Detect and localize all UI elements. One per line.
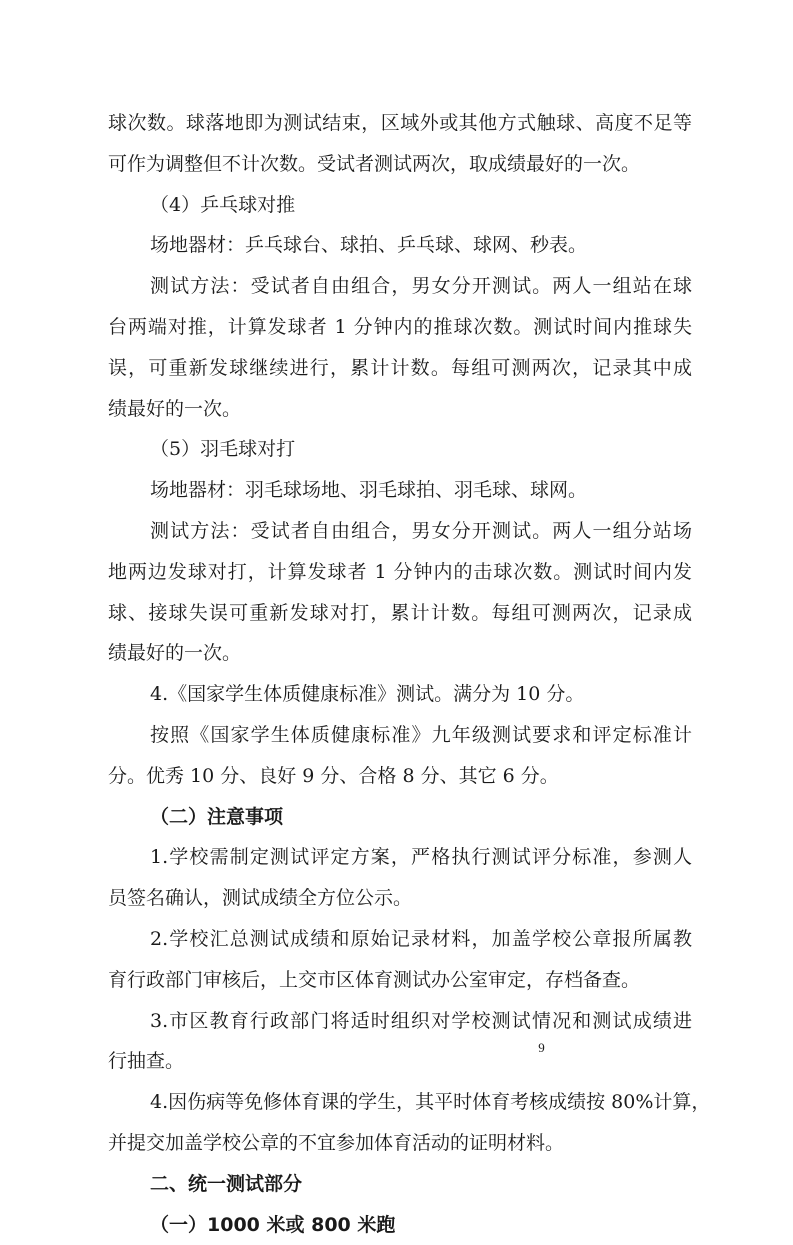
- paragraph-line: 可作为调整但不计次数。受试者测试两次，取成绩最好的一次。: [108, 152, 641, 175]
- paragraph-line: 测试方法：受试者自由组合，男女分开测试。两人一组站在球: [150, 275, 692, 298]
- paragraph-line: 场地器材：羽毛球场地、羽毛球拍、羽毛球、球网。: [150, 479, 588, 502]
- paragraph-line: 员签名确认，测试成绩全方位公示。: [108, 887, 413, 910]
- paragraph-line: 误，可重新发球继续进行，累计计数。每组可测两次，记录其中成: [108, 356, 692, 379]
- paragraph-line: 育行政部门审核后，上交市区体育测试办公室审定，存档备查。: [108, 968, 641, 991]
- subsection-heading: （5）羽毛球对打: [150, 438, 296, 461]
- paragraph-line: 分。优秀 10 分、良好 9 分、合格 8 分、其它 6 分。: [108, 764, 559, 787]
- paragraph-line: 1.学校需制定测试评定方案，严格执行测试评分标准，参测人: [150, 846, 692, 869]
- paragraph-line: 球、接球失误可重新发球对打，累计计数。每组可测两次，记录成: [108, 601, 692, 624]
- subsection-heading: （一）1000 米或 800 米跑: [150, 1213, 396, 1236]
- paragraph-line: 绩最好的一次。: [108, 642, 242, 665]
- paragraph-line: 并提交加盖学校公章的不宜参加体育活动的证明材料。: [108, 1131, 565, 1154]
- paragraph-line: 球次数。球落地即为测试结束，区域外或其他方式触球、高度不足等: [108, 112, 692, 134]
- paragraph-line: 按照《国家学生体质健康标准》九年级测试要求和评定标准计: [150, 723, 692, 746]
- page-number: 9: [538, 1040, 545, 1055]
- paragraph-line: 绩最好的一次。: [108, 397, 242, 420]
- paragraph-line: 地两边发球对打，计算发球者 1 分钟内的击球次数。测试时间内发: [108, 560, 692, 583]
- paragraph-line: 台两端对推，计算发球者 1 分钟内的推球次数。测试时间内推球失: [108, 315, 692, 338]
- document-body: [108, 103, 711, 1245]
- paragraph-line: 3.市区教育行政部门将适时组织对学校测试情况和测试成绩进: [150, 1009, 692, 1032]
- paragraph-line: 测试方法：受试者自由组合，男女分开测试。两人一组分站场: [150, 519, 692, 542]
- section-heading: （二）注意事项: [150, 805, 284, 828]
- subsection-heading: （4）乒乓球对推: [150, 193, 296, 216]
- paragraph-line: 4.因伤病等免修体育课的学生，其平时体育考核成绩按 80%计算，: [150, 1091, 711, 1114]
- paragraph-line: 2.学校汇总测试成绩和原始记录材料，加盖学校公章报所属教: [150, 927, 692, 950]
- paragraph-line: 行抽查。: [108, 1050, 185, 1073]
- paragraph-line: 4.《国家学生体质健康标准》测试。满分为 10 分。: [150, 683, 585, 706]
- paragraph-line: 场地器材：乒乓球台、球拍、乒乓球、球网、秒表。: [150, 234, 588, 257]
- section-heading: 二、统一测试部分: [150, 1172, 303, 1195]
